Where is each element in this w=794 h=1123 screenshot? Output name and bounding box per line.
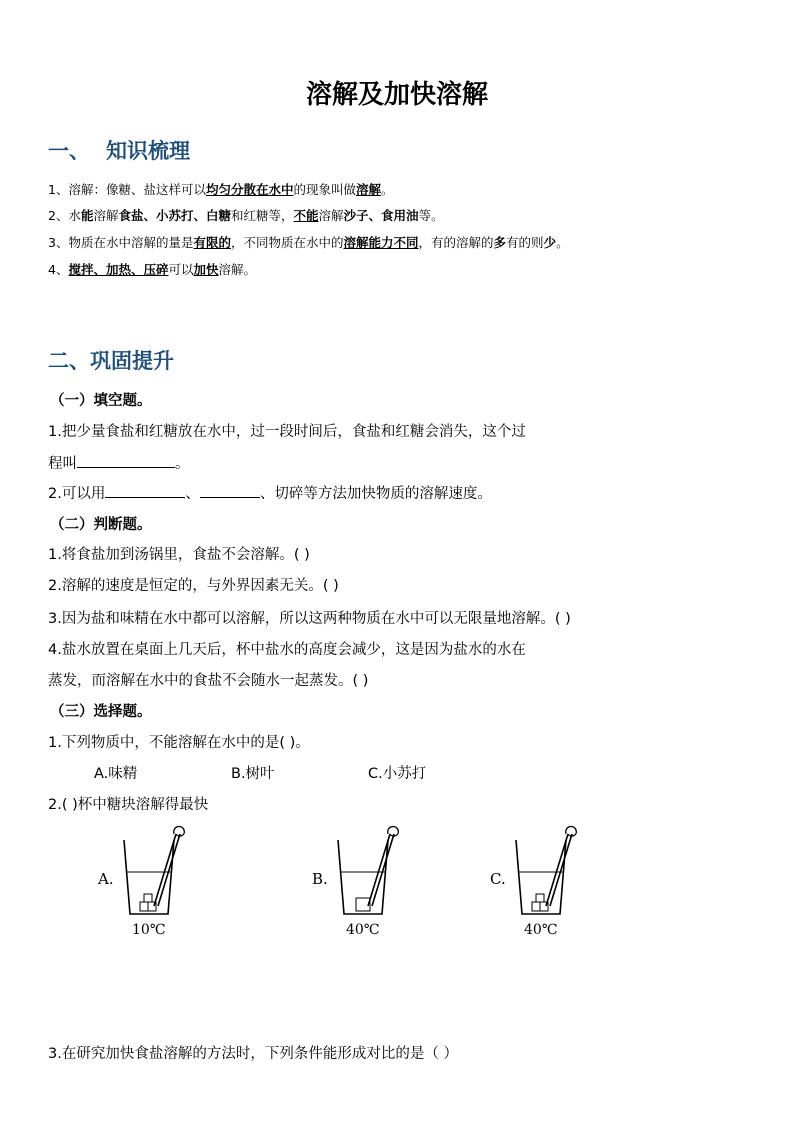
emphasized-text: 溶解 — [356, 182, 382, 197]
emphasized-text: 食盐、小苏打、白糖 — [118, 208, 231, 223]
emphasized-text: 不能 — [293, 208, 319, 223]
beaker-b-icon — [310, 822, 420, 922]
choice-option-b[interactable]: B.树叶 — [231, 766, 275, 782]
fill-question-1-line1: 1.把少量食盐和红糖放在水中，过一段时间后，食盐和红糖会消失，这个过 — [48, 424, 526, 440]
judge-question-1: 1.将食盐加到汤锅里，食盐不会溶解。( ) — [48, 547, 310, 563]
beaker-figure-b — [310, 822, 420, 947]
beaker-c-icon — [488, 822, 598, 922]
text-run: 。 — [381, 182, 394, 197]
beaker-a-icon — [96, 822, 206, 922]
section-heading-practice: 二、巩固提升 — [48, 349, 174, 373]
text-run: 溶解 — [318, 208, 344, 223]
emphasized-text: 少 — [543, 235, 557, 250]
fill-question-2: 2.可以用 、 、切碎等方法加快物质的溶解速度。 — [48, 482, 492, 503]
answer-blank[interactable] — [105, 483, 185, 498]
choice-option-a[interactable]: A.味精 — [94, 766, 138, 782]
text-run: 3、物质在水中溶解的量是 — [48, 235, 194, 250]
text-run: 。 — [556, 235, 569, 250]
text-run: 可以 — [168, 262, 194, 277]
answer-blank[interactable] — [200, 483, 260, 498]
judge-question-3: 3.因为盐和味精在水中都可以溶解，所以这两种物质在水中可以无限量地溶解。( ) — [48, 611, 571, 627]
judge-question-4-line2: 蒸发，而溶解在水中的食盐不会随水一起蒸发。( ) — [48, 673, 369, 689]
page-title: 溶解及加快溶解 — [305, 80, 488, 110]
text-run: 有的则 — [506, 235, 544, 250]
beaker-label: C. — [490, 870, 506, 888]
text-run: 2、水 — [48, 208, 81, 223]
text-run: ，有的溶解的 — [418, 235, 494, 250]
true-false-heading: （二）判断题。 — [50, 517, 152, 533]
judge-question-4-line1: 4.盐水放置在桌面上几天后，杯中盐水的高度会减少，这是因为盐水的水在 — [48, 642, 526, 658]
beaker-figure-a — [96, 822, 206, 947]
choice-option-c[interactable]: C.小苏打 — [368, 766, 427, 782]
judge-question-2: 2.溶解的速度是恒定的，与外界因素无关。( ) — [48, 578, 339, 594]
text-run: 的现象叫做 — [293, 182, 356, 197]
emphasized-text: 均匀分散在水中 — [205, 182, 294, 197]
beaker-label: A. — [98, 870, 114, 888]
text-run: 溶解。 — [218, 262, 257, 277]
emphasized-text: 溶解能力不同 — [343, 235, 419, 250]
text-run: 等。 — [418, 208, 444, 223]
emphasized-text: 搅拌、加热、压碎 — [68, 262, 169, 277]
emphasized-text: 多 — [493, 235, 507, 250]
text-run: ，不同物质在水中的 — [230, 235, 344, 250]
choice-question-2: 2.( )杯中糖块溶解得最快 — [48, 797, 209, 813]
choice-question-3: 3.在研究加快食盐溶解的方法时，下列条件能形成对比的是（ ） — [48, 1046, 458, 1062]
text-run: 和红糖等， — [231, 208, 294, 223]
knowledge-item-1 — [48, 180, 394, 198]
text-run: 溶解 — [93, 208, 119, 223]
knowledge-item-3 — [48, 233, 569, 251]
choice-heading: （三）选择题。 — [50, 704, 152, 720]
fill-in-heading: （一）填空题。 — [50, 393, 152, 409]
knowledge-item-2 — [48, 206, 444, 224]
choice-question-1: 1.下列物质中，不能溶解在水中的是( )。 — [48, 735, 310, 751]
beaker-label: B. — [312, 870, 328, 888]
knowledge-item-4 — [48, 260, 256, 278]
emphasized-text: 沙子、食用油 — [343, 208, 419, 223]
emphasized-text: 有限的 — [193, 235, 231, 250]
beaker-temperature: 40℃ — [524, 922, 558, 938]
fill-question-1-line2: 程叫 。 — [48, 452, 190, 473]
emphasized-text: 能 — [80, 208, 94, 223]
emphasized-text: 加快 — [193, 262, 219, 277]
section-number: 一、 — [48, 139, 90, 163]
section-heading-knowledge — [48, 135, 190, 165]
section-label: 知识梳理 — [106, 139, 190, 163]
beaker-temperature: 40℃ — [346, 922, 380, 938]
answer-blank[interactable] — [77, 453, 175, 468]
text-run: 4、 — [48, 262, 69, 277]
beaker-temperature: 10℃ — [132, 922, 166, 938]
beaker-figure-c — [488, 822, 598, 947]
text-run: 1、溶解：像糖、盐这样可以 — [48, 182, 206, 197]
